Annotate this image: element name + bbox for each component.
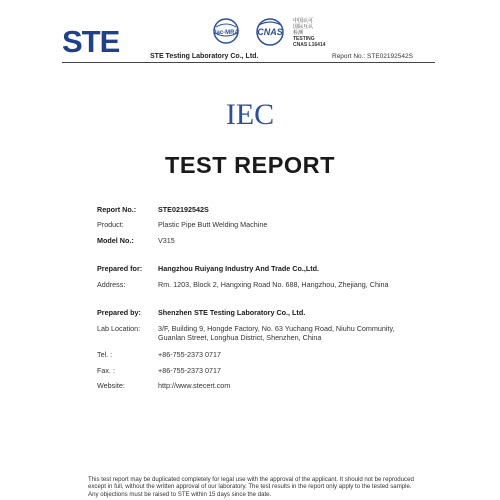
lab-location-line1: 3/F, Building 9, Hongde Factory, No. 63 Yuchang Road, Niuhu Community,	[158, 324, 395, 333]
website-label: Website:	[97, 381, 125, 390]
ste-logo-text: STE	[62, 24, 120, 59]
report-no-value: STE02192542S	[158, 205, 209, 214]
product-value: Plastic Pipe Butt Welding Machine	[158, 220, 268, 229]
cnas-line: 中国认可	[293, 18, 314, 24]
header-divider	[62, 62, 435, 63]
ilac-mra-logo	[207, 17, 245, 51]
cnas-line: 国际互认	[293, 24, 314, 30]
tel-value: +86-755-2373 0717	[158, 350, 221, 359]
cnas-accreditation-text	[293, 18, 326, 48]
page-title: TEST REPORT	[164, 152, 335, 178]
address-label: Address:	[97, 280, 126, 289]
iec-text: IEC	[225, 98, 275, 130]
prepared-for-name: Hangzhou Ruiyang Industry And Trade Co.,Ltd.	[158, 264, 320, 273]
model-label: Model No.:	[97, 236, 134, 245]
ste-logo	[62, 24, 119, 60]
cnas-line: TESTING	[293, 36, 315, 42]
lab-location-label: Lab Location:	[97, 324, 141, 333]
product-label: Product:	[97, 220, 124, 229]
cnas-line: 检测	[293, 30, 304, 36]
prepared-by-label: Prepared by:	[97, 308, 141, 317]
prepared-by-name: Shenzhen STE Testing Laboratory Co., Ltd.	[158, 308, 306, 317]
fax-value: +86-755-2373 0717	[158, 366, 221, 375]
address-value: Rm. 1203, Block 2, Hangxing Road No. 688, Hangzhou, Zhejiang, China	[158, 280, 389, 289]
report-no-label: Report No.:	[97, 205, 137, 214]
header-lab-name: STE Testing Laboratory Co., Ltd.	[150, 53, 259, 60]
prepared-for-label: Prepared for:	[97, 264, 143, 273]
cnas-text: CNAS	[257, 27, 283, 37]
tel-label: Tel. :	[97, 350, 113, 359]
model-value: V315	[158, 236, 175, 245]
website-link[interactable]: http://www.stecert.com	[158, 381, 231, 390]
fax-label: Fax. :	[97, 366, 115, 375]
lab-location-line2: Guanlan Street, Longhua District, Shenzhen, China	[158, 333, 322, 342]
header-report-no: Report No.: STE02192542S	[332, 53, 413, 60]
footer-disclaimer: This test report may be duplicated completely for legal use with the approval of the applicant. It should not be reproduced except in full, without the written approval of our laboratory. The test results in the report only apply to the tested sample. Any objections must be raised to STE within 15 days since the date.	[88, 476, 414, 498]
iec-logo	[225, 96, 275, 130]
cnas-line: CNAS L16414	[293, 42, 326, 48]
cnas-logo	[249, 17, 291, 51]
ilac-text: ilac-MRA	[213, 30, 239, 36]
